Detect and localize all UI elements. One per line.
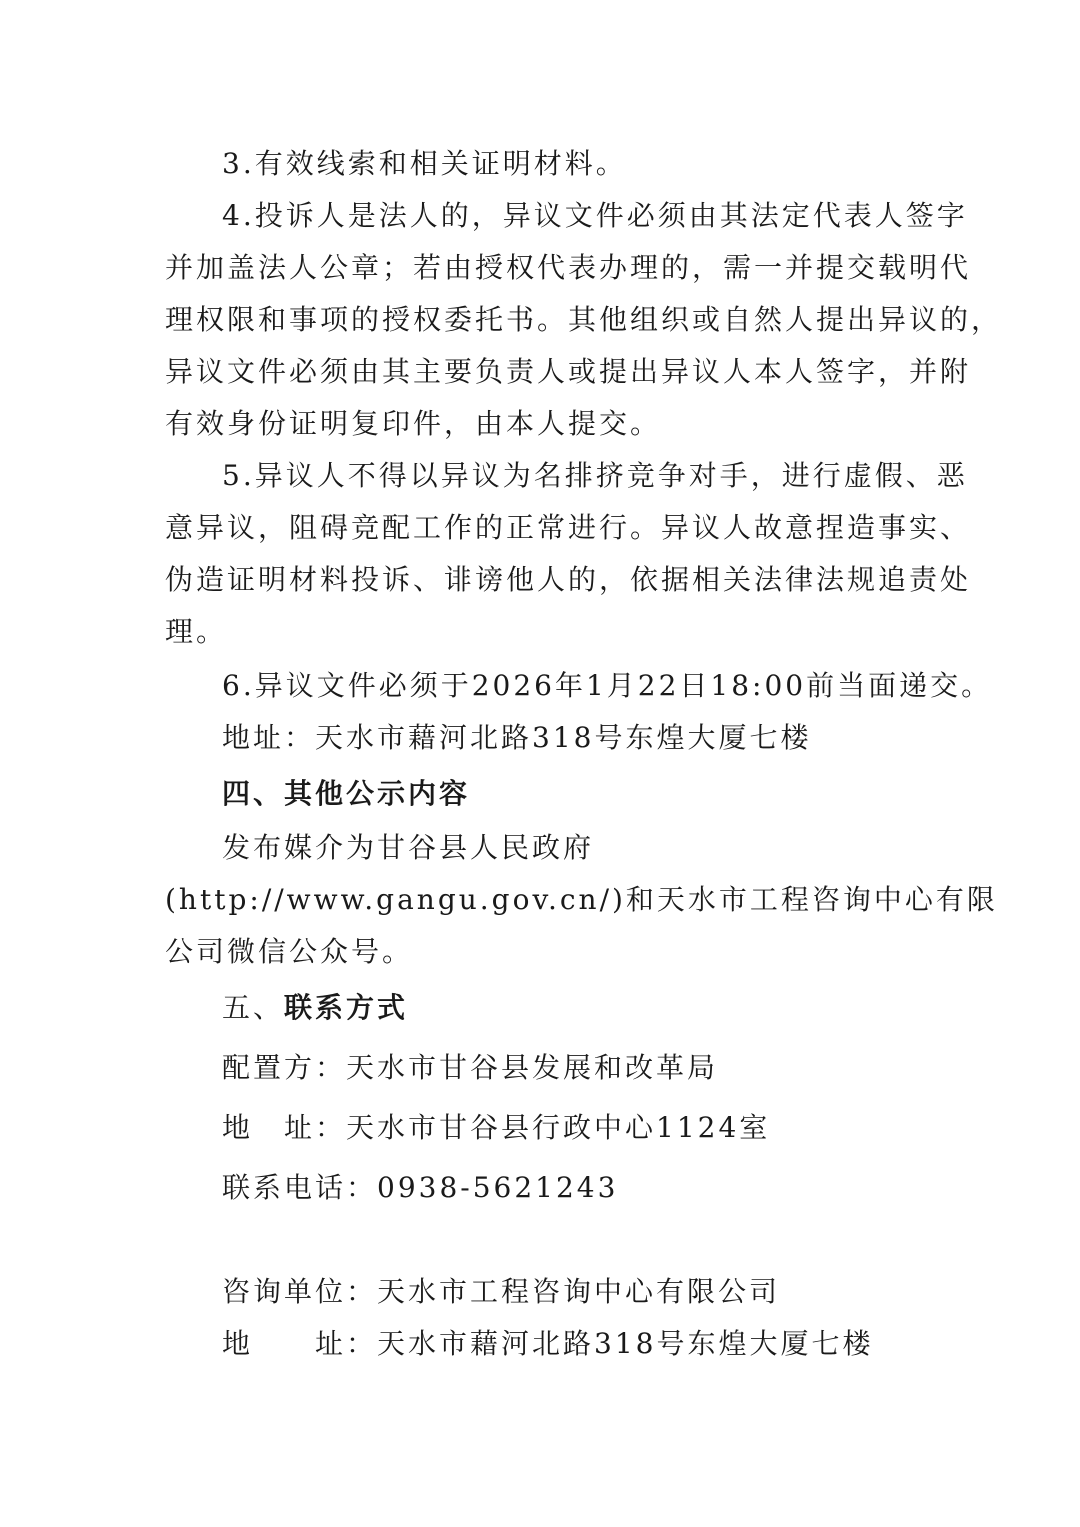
item-3: 3.有效线索和相关证明材料。	[222, 147, 627, 180]
item-5-line-1: 5.异议人不得以异议为名排挤竞争对手，进行虚假、恶	[222, 459, 968, 492]
config-address: 地 址：天水市甘谷县行政中心1124室	[222, 1111, 771, 1144]
item-5-line-3: 伪造证明材料投诉、诽谤他人的，依据相关法律法规追责处	[165, 563, 972, 596]
section-5-heading	[222, 990, 408, 1026]
item-4-line-4: 异议文件必须由其主要负责人或提出异议人本人签字，并附	[165, 355, 972, 388]
section-4-line-2: (http://www.gangu.gov.cn/)和天水市工程咨询中心有限	[165, 883, 998, 916]
item-4-line-1: 4.投诉人是法人的，异议文件必须由其法定代表人签字	[222, 199, 968, 232]
item-4-line-2: 并加盖法人公章；若由授权代表办理的，需一并提交载明代	[165, 251, 972, 284]
address-line: 地址：天水市藉河北路318号东煌大厦七楼	[222, 721, 812, 754]
config-phone: 联系电话：0938-5621243	[222, 1171, 619, 1204]
section-4-line-1: 发布媒介为甘谷县人民政府	[222, 831, 595, 864]
config-party: 配置方：天水市甘谷县发展和改革局	[222, 1051, 719, 1084]
section-4-heading: 四、其他公示内容	[222, 777, 471, 810]
item-4-line-5: 有效身份证明复印件，由本人提交。	[165, 407, 662, 440]
item-5-line-2: 意异议，阻碍竞配工作的正常进行。异议人故意捏造事实、	[165, 511, 972, 544]
item-6: 6.异议文件必须于2026年1月22日18:00前当面递交。	[222, 669, 993, 702]
consult-unit: 咨询单位：天水市工程咨询中心有限公司	[222, 1275, 781, 1308]
item-5-line-4: 理。	[165, 615, 228, 648]
section-5-heading-number: 五、	[222, 991, 285, 1024]
section-4-line-3: 公司微信公众号。	[165, 935, 414, 968]
consult-address: 地 址：天水市藉河北路318号东煌大厦七楼	[222, 1327, 874, 1360]
item-4-line-3: 理权限和事项的授权委托书。其他组织或自然人提出异议的，	[165, 303, 1003, 336]
section-5-heading-text: 联系方式	[284, 991, 409, 1024]
